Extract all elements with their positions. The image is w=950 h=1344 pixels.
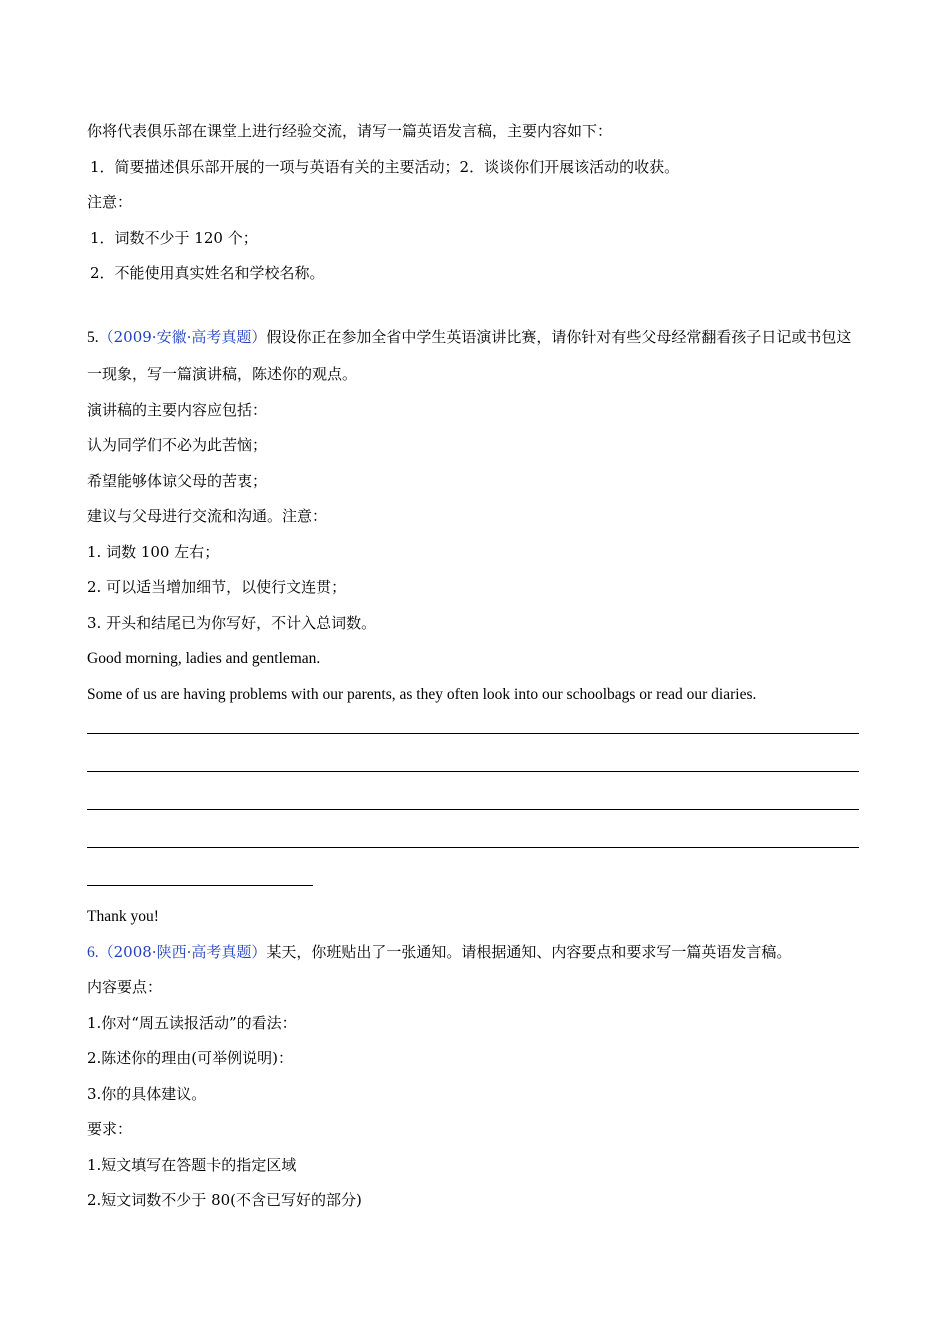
q6-points-title: 内容要点：: [87, 978, 163, 996]
intro-line-2: 1．简要描述俱乐部开展的一项与英语有关的主要活动；2．谈谈你们开展该活动的收获。: [90, 157, 680, 176]
q5-req-2: 2. 可以适当增加细节，以使行文连贯；: [87, 578, 347, 596]
q5-point-1: 认为同学们不必为此苦恼；: [87, 436, 268, 454]
q5-point-2: 希望能够体谅父母的苦衷；: [87, 471, 268, 490]
q6-req-1: 1.短文填写在答题卡的指定区域: [87, 1155, 297, 1174]
q5-first-sentence: Some of us are having problems with our parents, as they often look into our schoolbags or read our diaries.: [87, 685, 757, 703]
q5-opening: Good morning, ladies and gentleman.: [87, 650, 321, 667]
q5-point-3: 建议与父母进行交流和沟通。注意：: [87, 507, 328, 525]
q5-source: （2009·安徽·高考真题）: [98, 327, 267, 346]
q5-number: 5.: [87, 328, 99, 346]
section-gap: [87, 292, 859, 319]
q6-prompt: [87, 935, 859, 971]
q5-closing: Thank you!: [87, 908, 159, 925]
q5-req-1: 1. 词数 100 左右；: [87, 542, 220, 561]
q6-point-3: 3.你的具体建议。: [87, 1084, 207, 1103]
intro-note-title: 注意：: [87, 193, 133, 211]
answer-line: [87, 733, 859, 734]
q6-number: 6.: [87, 943, 99, 961]
q6-source: （2008·陕西·高考真题）: [98, 942, 267, 961]
q6-prompt-text: 某天，你班贴出了一张通知。请根据通知、内容要点和要求写一篇英语发言稿。: [266, 942, 792, 961]
q5-req-3: 3. 开头和结尾已为你写好，不计入总词数。: [87, 613, 377, 632]
intro-note-1: 1．词数不少于 120 个；: [90, 228, 258, 247]
intro-note-2: 2．不能使用真实姓名和学校名称。: [90, 264, 325, 282]
q6-point-1: 1.你对“周五读报活动”的看法：: [87, 1013, 297, 1032]
q5-content-title: 演讲稿的主要内容应包括：: [87, 400, 268, 419]
q6-point-2: 2.陈述你的理由(可举例说明)：: [87, 1049, 294, 1067]
intro-line-1: 你将代表俱乐部在课堂上进行经验交流，请写一篇英语发言稿，主要内容如下：: [87, 122, 613, 140]
answer-line-short: [87, 885, 313, 886]
q6-req-2: 2.短文词数不少于 80(不含已写好的部分): [87, 1191, 362, 1209]
answer-line: [87, 771, 859, 772]
answer-line: [87, 809, 859, 810]
answer-line: [87, 847, 859, 848]
document-page: [87, 114, 859, 1219]
q6-req-title: 要求：: [87, 1120, 133, 1138]
q5-prompt: [87, 319, 859, 393]
q5-prompt-text: 假设你正在参加全省中学生英语演讲比赛，请你针对有些父母经常翻看孩子日记或书包这一现象，写一篇演讲稿，陈述你的观点。: [87, 327, 852, 383]
